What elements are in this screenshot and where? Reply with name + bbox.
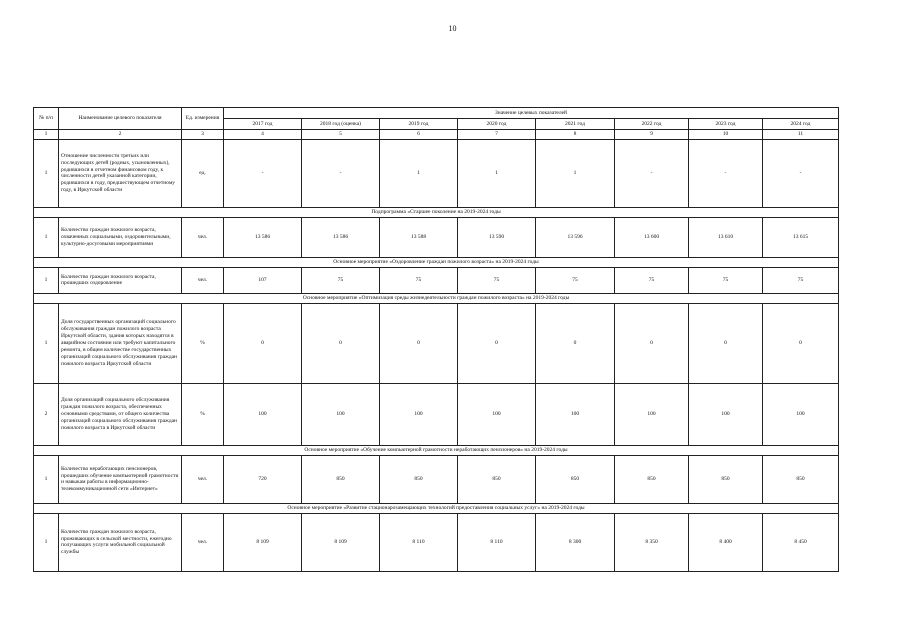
value-cell: 850 — [615, 455, 689, 503]
value-cell: 8 109 — [302, 513, 380, 571]
value-cell: 75 — [380, 267, 458, 293]
value-cell: 0 — [536, 303, 615, 383]
section-row — [34, 207, 839, 217]
value-cell: 100 — [458, 383, 536, 445]
indicator-name: Доля организаций социального обслуживания граждан пожилого возраста, обеспеченных основными средствами, от общего количества организаций социального обслуживания граждан пожилого возраста в Иркутской области — [59, 383, 182, 445]
header-num: № п/п — [34, 108, 59, 130]
header-year: 2023 год — [689, 119, 763, 130]
value-cell: 1 — [458, 139, 536, 207]
value-cell: 8 109 — [224, 513, 302, 571]
value-cell: 850 — [302, 455, 380, 503]
row-number: 1 — [34, 303, 59, 383]
section-title: Подпрограмма «Старшее поколение на 2019-2024 годы — [34, 207, 839, 217]
table-row — [34, 139, 839, 207]
header-name: Наименование целевого показателя — [59, 108, 182, 130]
indicator-name: Доля государственных организаций социального обслуживания граждан пожилого возраста Иркутской области, здания которых находятся в аварийном состоянии или требуют капитального ремонта, в общем количестве государственных организаций социального обслуживания граждан пожилого возраста Иркутской области — [59, 303, 182, 383]
indicator-name: Количество граждан пожилого возраста, проживающих в сельской местности, ежегодно получающих услуги мобильной социальной службы — [59, 513, 182, 571]
column-number: 4 — [224, 130, 302, 140]
value-cell: 1 — [380, 139, 458, 207]
value-cell: - — [224, 139, 302, 207]
section-title: Основное мероприятие «Обучение компьютерной грамотности неработающих пенсионеров» на 2019-2024 годы — [34, 445, 839, 455]
column-number: 7 — [458, 130, 536, 140]
value-cell: 1 — [536, 139, 615, 207]
value-cell: 850 — [458, 455, 536, 503]
header-values-title: Значение целевых показателей — [224, 108, 839, 119]
row-number: 1 — [34, 217, 59, 257]
value-cell: 8 450 — [763, 513, 839, 571]
header-unit: Ед. измерения — [182, 108, 224, 130]
value-cell: 850 — [536, 455, 615, 503]
header-year: 2019 год — [380, 119, 458, 130]
section-row — [34, 445, 839, 455]
row-number: 1 — [34, 455, 59, 503]
column-number: 3 — [182, 130, 224, 140]
value-cell: 13 588 — [380, 217, 458, 257]
value-cell: 13 590 — [458, 217, 536, 257]
value-cell: 0 — [224, 303, 302, 383]
value-cell: 75 — [302, 267, 380, 293]
value-cell: - — [302, 139, 380, 207]
value-cell: - — [763, 139, 839, 207]
section-row — [34, 257, 839, 267]
table-row — [34, 303, 839, 383]
section-row — [34, 293, 839, 303]
section-title: Основное мероприятие «Оздоровление граждан пожилого возраста» на 2019-2024 годы — [34, 257, 839, 267]
indicators-table — [33, 107, 839, 572]
unit: чел. — [182, 217, 224, 257]
page-number: 10 — [448, 24, 457, 33]
column-number: 9 — [615, 130, 689, 140]
header-year: 2021 год — [536, 119, 615, 130]
column-number: 10 — [689, 130, 763, 140]
row-number: 1 — [34, 267, 59, 293]
value-cell: 100 — [615, 383, 689, 445]
table-row — [34, 383, 839, 445]
table-row — [34, 267, 839, 293]
value-cell: - — [615, 139, 689, 207]
column-number: 6 — [380, 130, 458, 140]
indicator-name: Количество неработающих пенсионеров, прошедших обучение компьютерной грамотности и навыкам работы в информационно-телекоммуникационной сети «Интернет» — [59, 455, 182, 503]
value-cell: 100 — [380, 383, 458, 445]
table-row — [34, 513, 839, 571]
value-cell: 13 586 — [224, 217, 302, 257]
row-number: 1 — [34, 513, 59, 571]
value-cell: 75 — [615, 267, 689, 293]
value-cell: 107 — [224, 267, 302, 293]
unit: % — [182, 303, 224, 383]
value-cell: 8 350 — [615, 513, 689, 571]
value-cell: 0 — [380, 303, 458, 383]
value-cell: 720 — [224, 455, 302, 503]
row-number: 2 — [34, 383, 59, 445]
value-cell: 100 — [689, 383, 763, 445]
value-cell: 850 — [380, 455, 458, 503]
indicator-name: Отношение численности третьих или последующих детей (родных, усыновленных), родившихся в отчетном финансовом году, к численности детей указанной категории, родившихся в году, предшествующем отчетному году, в Иркутской области — [59, 139, 182, 207]
value-cell: 8 400 — [689, 513, 763, 571]
value-cell: 8 110 — [458, 513, 536, 571]
indicator-name: Количество граждан пожилого возраста, прошедших оздоровление — [59, 267, 182, 293]
unit: % — [182, 383, 224, 445]
value-cell: 100 — [536, 383, 615, 445]
value-cell: 75 — [458, 267, 536, 293]
value-cell: 0 — [615, 303, 689, 383]
header-year: 2018 год (оценка) — [302, 119, 380, 130]
column-number: 5 — [302, 130, 380, 140]
value-cell: 13 586 — [302, 217, 380, 257]
value-cell: 100 — [763, 383, 839, 445]
value-cell: 0 — [302, 303, 380, 383]
value-cell: 13 596 — [536, 217, 615, 257]
table-row — [34, 217, 839, 257]
value-cell: 850 — [763, 455, 839, 503]
value-cell: 75 — [763, 267, 839, 293]
unit: ед. — [182, 139, 224, 207]
header-year: 2022 год — [615, 119, 689, 130]
value-cell: 850 — [689, 455, 763, 503]
header-row — [34, 108, 839, 119]
value-cell: 100 — [302, 383, 380, 445]
section-title: Основное мероприятие «Оптимизация среды жизнедеятельности граждан пожилого возраста» на 2019-2024 годы — [34, 293, 839, 303]
column-number: 2 — [59, 130, 182, 140]
value-cell: 13 615 — [763, 217, 839, 257]
column-number: 11 — [763, 130, 839, 140]
header-year: 2020 год — [458, 119, 536, 130]
value-cell: 0 — [689, 303, 763, 383]
value-cell: 0 — [763, 303, 839, 383]
column-number: 8 — [536, 130, 615, 140]
unit: чел. — [182, 267, 224, 293]
table-row — [34, 455, 839, 503]
value-cell: 13 610 — [689, 217, 763, 257]
section-title: Основное мероприятие «Развитие стационарозамещающих технологий предоставления социальных услуг» на 2019-2024 годы — [34, 503, 839, 513]
value-cell: 8 300 — [536, 513, 615, 571]
value-cell: 8 110 — [380, 513, 458, 571]
value-cell: 100 — [224, 383, 302, 445]
header-year: 2024 год — [763, 119, 839, 130]
indicator-name: Количество граждан пожилого возраста, охваченных социальными, оздоровительными, культурно-досуговыми мероприятиями — [59, 217, 182, 257]
section-row — [34, 503, 839, 513]
unit: чел. — [182, 513, 224, 571]
unit: чел. — [182, 455, 224, 503]
value-cell: 75 — [689, 267, 763, 293]
value-cell: 0 — [458, 303, 536, 383]
value-cell: 75 — [536, 267, 615, 293]
row-number: 1 — [34, 139, 59, 207]
column-numbers-row — [34, 130, 839, 140]
header-year: 2017 год — [224, 119, 302, 130]
column-number: 1 — [34, 130, 59, 140]
value-cell: 13 600 — [615, 217, 689, 257]
value-cell: - — [689, 139, 763, 207]
